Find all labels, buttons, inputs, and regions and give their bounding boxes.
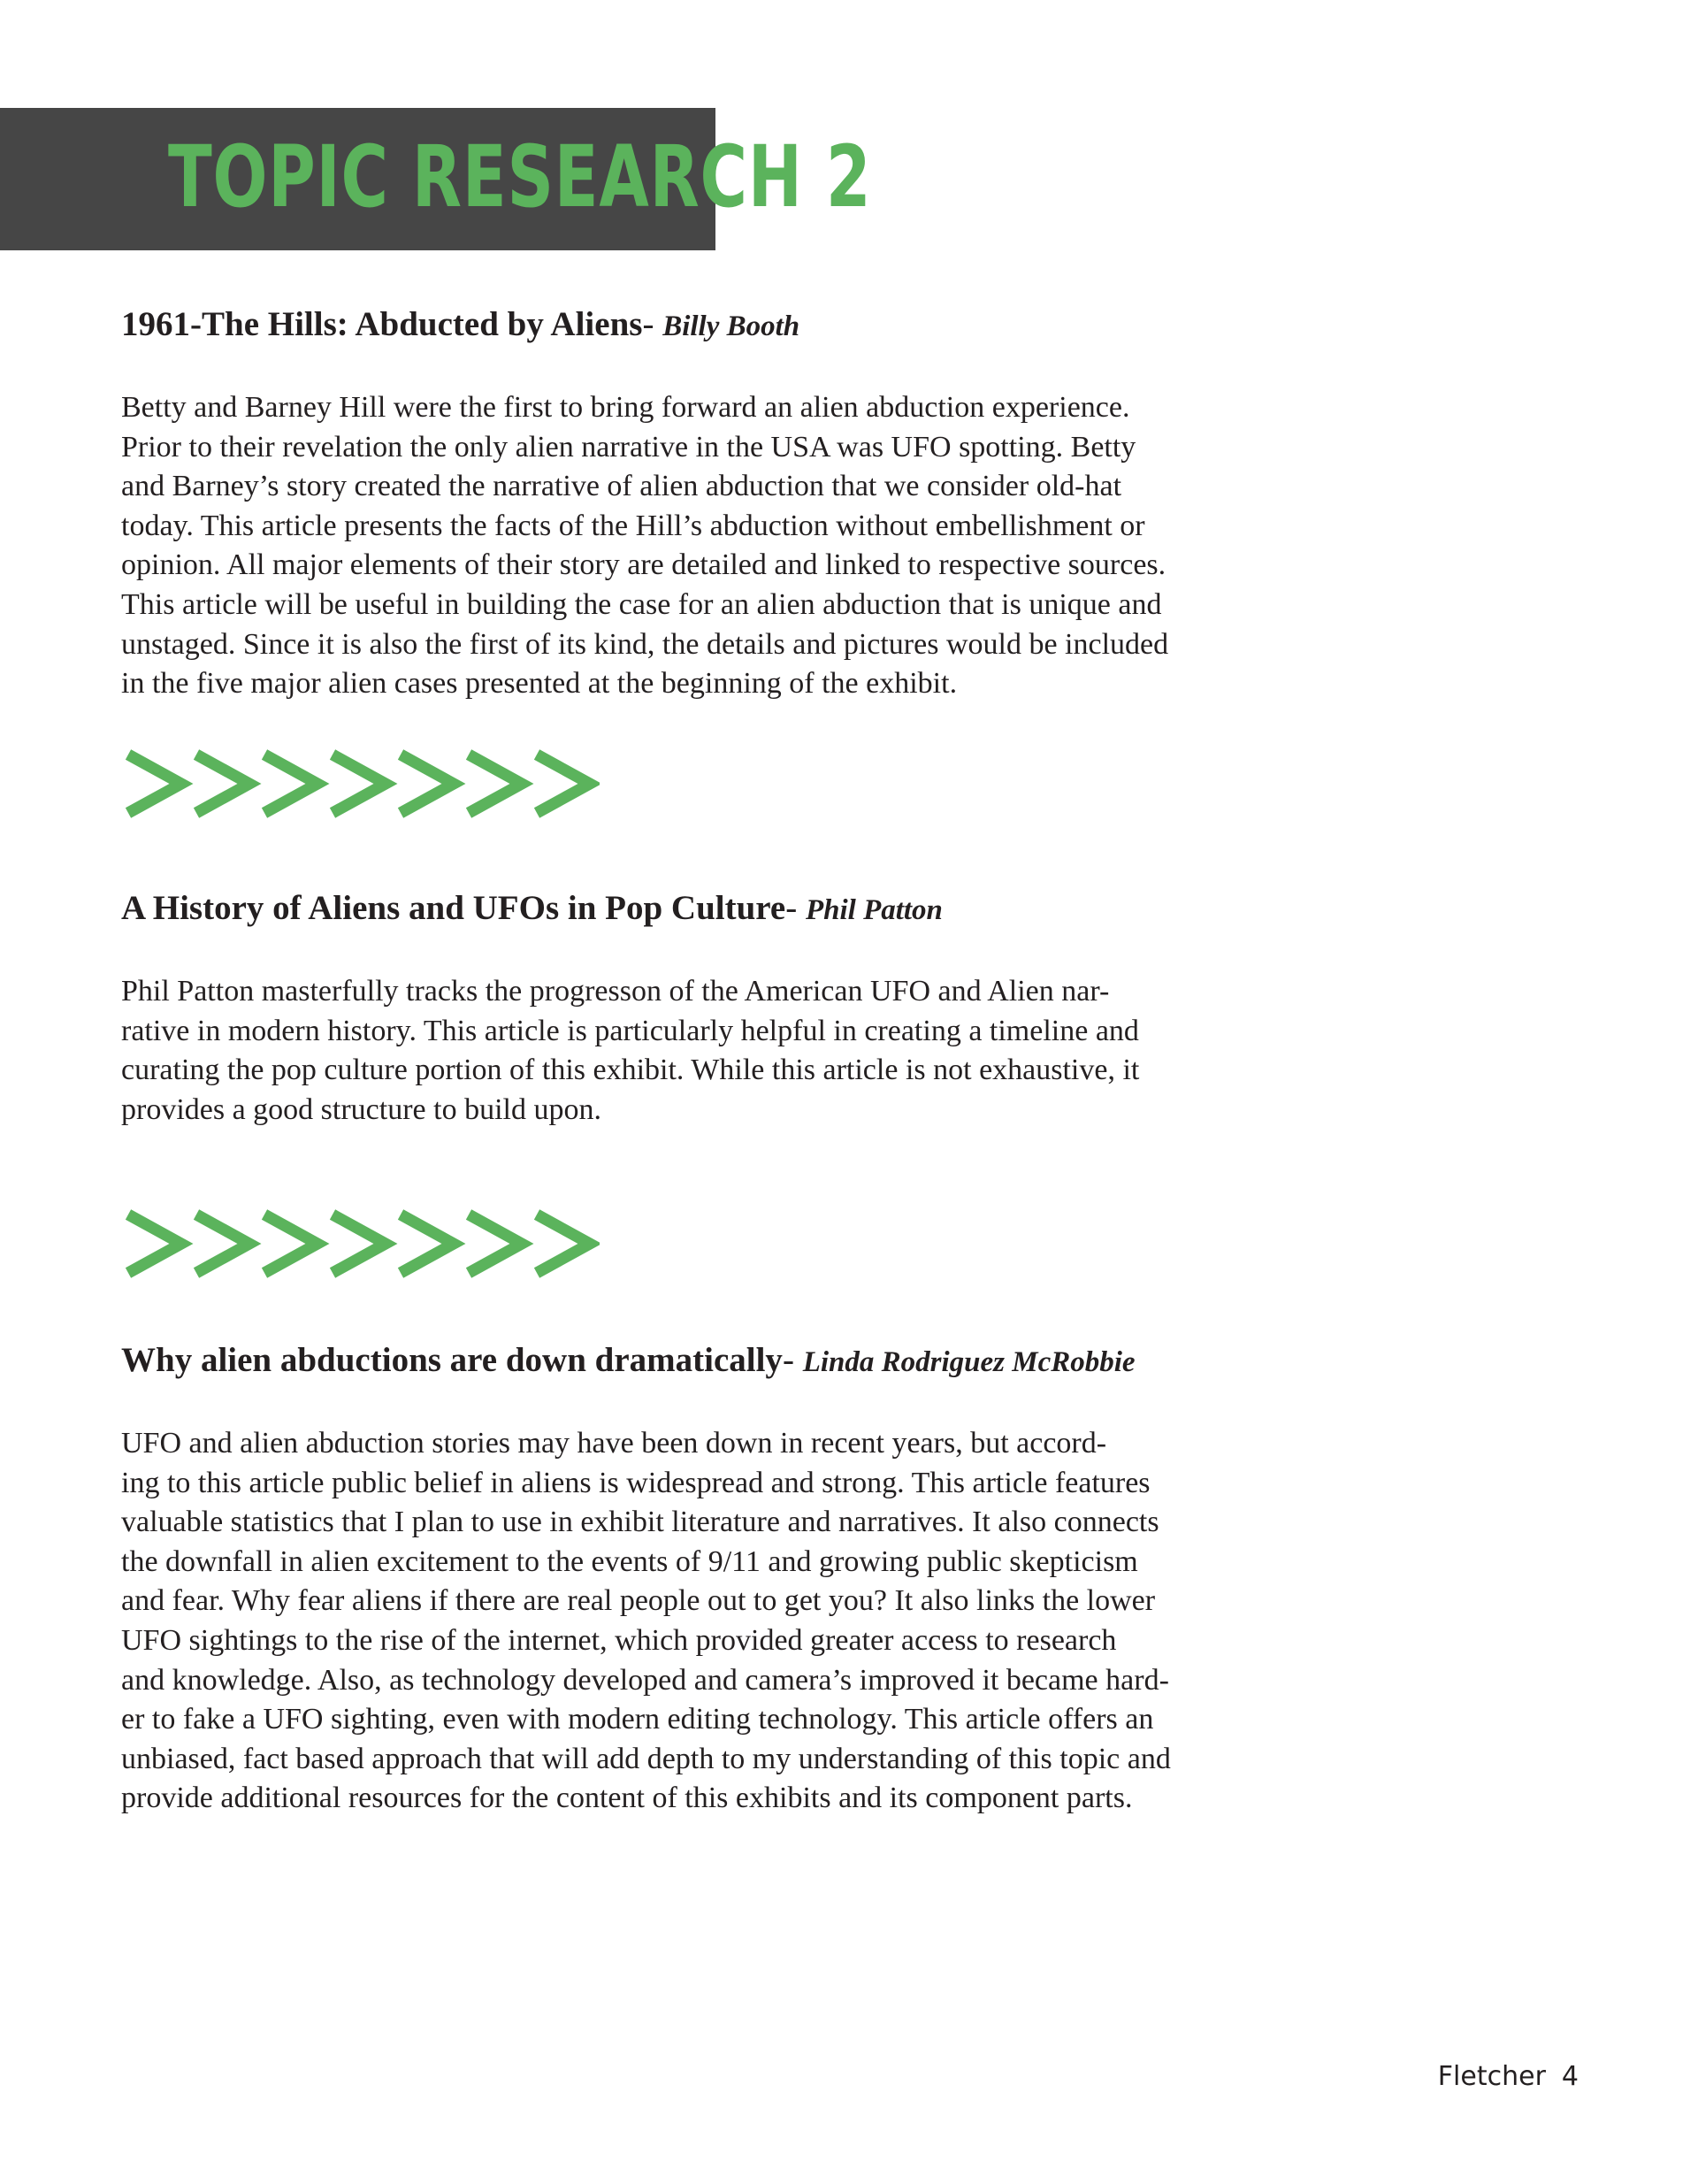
chevron-divider	[122, 1207, 600, 1280]
body-line: ing to this article public belief in aliens is widespread and strong. This article features	[121, 1466, 1151, 1499]
research-entry-2	[121, 886, 1280, 1130]
entry-heading	[121, 1338, 1280, 1384]
body-line: opinion. All major elements of their story are detailed and linked to respective sources.	[121, 548, 1166, 582]
research-entry-1	[121, 303, 1280, 704]
body-line: the downfall in alien excitement to the events of 9/11 and growing public skepticism	[121, 1544, 1138, 1578]
entry-separator: -	[782, 1341, 794, 1379]
body-line: and knowledge. Also, as technology developed and camera’s improved it became hard-	[121, 1663, 1169, 1697]
body-line: in the five major alien cases presented at the beginning of the exhibit.	[121, 667, 958, 701]
body-line: Betty and Barney Hill were the first to bring forward an alien abduction experience.	[121, 391, 1130, 424]
entry-body	[121, 1424, 1280, 1819]
page-title: TOPIC RESEARCH 2	[168, 127, 872, 226]
entry-separator: -	[785, 889, 798, 927]
title-banner	[0, 108, 872, 250]
entry-author: Phil Patton	[805, 894, 943, 926]
body-line: provides a good structure to build upon.	[121, 1092, 601, 1126]
entry-body	[121, 972, 1280, 1130]
entry-author: Linda Rodriguez McRobbie	[802, 1346, 1136, 1378]
body-line: today. This article presents the facts of the Hill’s abduction without embellishment or	[121, 509, 1145, 542]
entry-heading	[121, 886, 1280, 932]
body-line: Prior to their revelation the only alien narrative in the USA was UFO spotting. Betty	[121, 430, 1136, 464]
body-line: unbiased, fact based approach that will add depth to my understanding of this topic and	[121, 1742, 1171, 1775]
body-line: curating the pop culture portion of this exhibit. While this article is not exhaustive, it	[121, 1054, 1140, 1087]
entry-title: 1961-The Hills: Abducted by Aliens	[121, 305, 643, 343]
entry-body	[121, 388, 1280, 704]
chevron-divider	[122, 747, 600, 820]
body-line: UFO and alien abduction stories may have been down in recent years, but accord-	[121, 1427, 1107, 1460]
body-line: Phil Patton masterfully tracks the progresson of the American UFO and Alien nar-	[121, 975, 1110, 1008]
entry-title: Why alien abductions are down dramatically	[121, 1341, 783, 1379]
body-line: UFO sightings to the rise of the internet, which provided greater access to research	[121, 1623, 1117, 1657]
page-number: 4	[1561, 2061, 1579, 2092]
entry-heading	[121, 303, 1280, 349]
body-line: er to fake a UFO sighting, even with modern editing technology. This article offers an	[121, 1703, 1154, 1736]
body-line: and Barney’s story created the narrative of alien abduction that we consider old-hat	[121, 470, 1122, 503]
entry-separator: -	[642, 305, 654, 343]
entry-author: Billy Booth	[662, 310, 800, 342]
body-line: This article will be useful in building the case for an alien abduction that is unique and	[121, 587, 1162, 621]
footer-author: Fletcher	[1437, 2061, 1546, 2092]
body-line: and fear. Why fear aliens if there are real people out to get you? It also links the lower	[121, 1584, 1156, 1618]
entry-title: A History of Aliens and UFOs in Pop Culture	[121, 889, 786, 927]
body-line: rative in modern history. This article is particularly helpful in creating a timeline and	[121, 1014, 1139, 1047]
page-footer	[1438, 2061, 1579, 2092]
body-line: provide additional resources for the content of this exhibits and its component parts.	[121, 1782, 1133, 1815]
body-line: unstaged. Since it is also the first of its kind, the details and pictures would be included	[121, 627, 1169, 661]
research-entry-3	[121, 1338, 1280, 1819]
body-line: valuable statistics that I plan to use in exhibit literature and narratives. It also connects	[121, 1506, 1159, 1539]
